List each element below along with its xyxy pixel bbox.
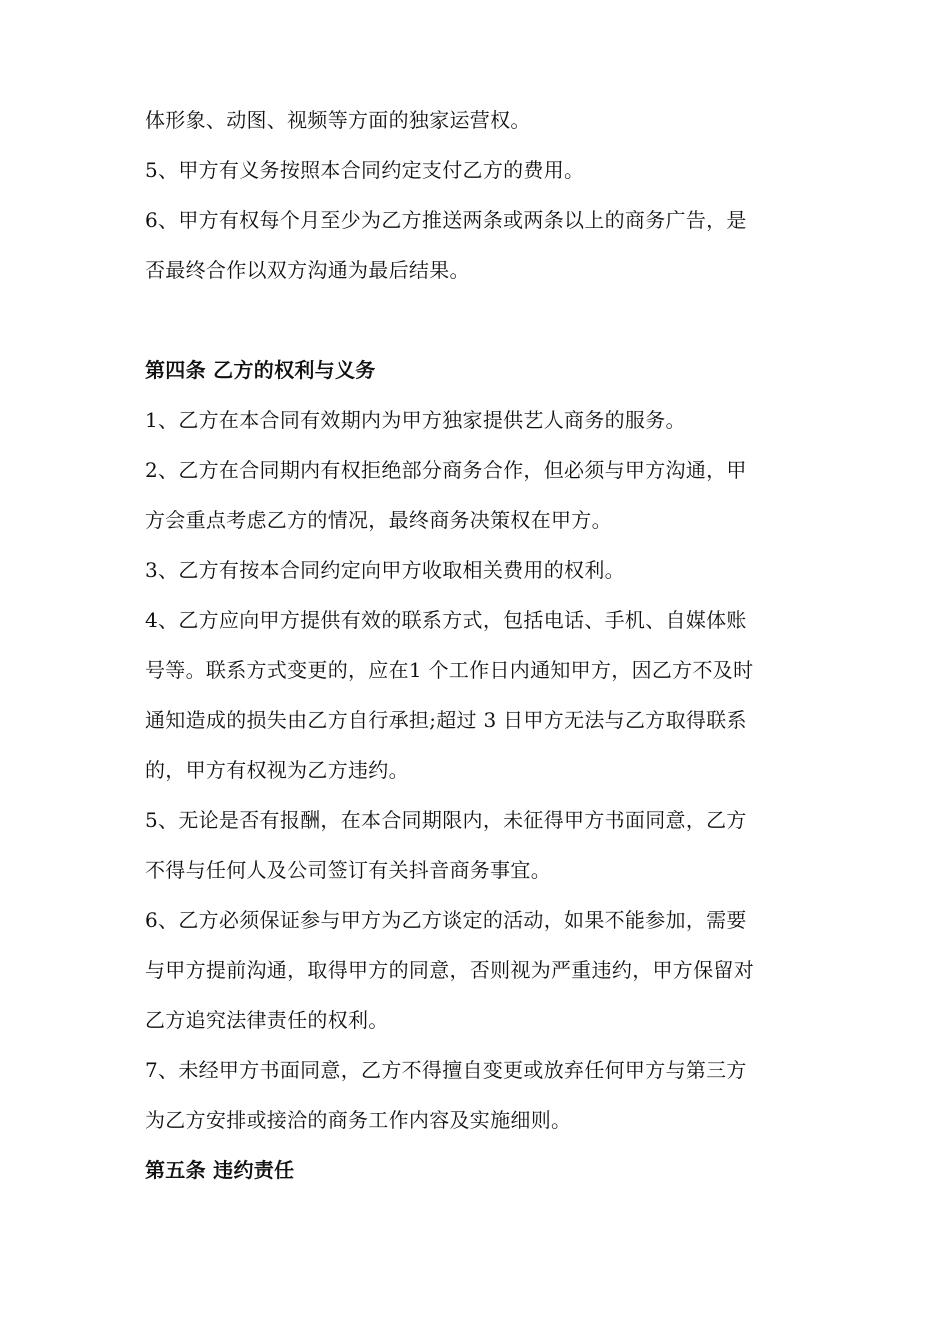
text-line: 方会重点考虑乙方的情况，最终商务决策权在甲方。 [145,508,612,532]
text-line: 不得与任何人及公司签订有关抖音商务事宜。 [145,858,551,882]
text-line: 2、乙方在合同期内有权拒绝部分商务合作，但必须与甲方沟通，甲 [145,458,747,482]
text-line: 乙方追究法律责任的权利。 [145,1008,389,1032]
text-line: 3、乙方有按本合同约定向甲方收取相关费用的权利。 [145,558,625,582]
text-line: 1、乙方在本合同有效期内为甲方独家提供艺人商务的服务。 [145,408,686,432]
text-line: 6、乙方必须保证参与甲方为乙方谈定的活动，如果不能参加，需要 [145,908,747,932]
section-heading: 第五条 违约责任 [145,1158,295,1182]
text-line: 6、甲方有权每个月至少为乙方推送两条或两条以上的商务广告，是 [145,208,747,232]
text-line: 为乙方安排或接洽的商务工作内容及实施细则。 [145,1108,572,1132]
text-line: 4、乙方应向甲方提供有效的联系方式，包括电话、手机、自媒体账 [145,608,747,632]
text-line: 与甲方提前沟通，取得甲方的同意，否则视为严重违约，甲方保留对 [145,958,754,982]
text-line: 体形象、动图、视频等方面的独家运营权。 [145,108,531,132]
text-line: 5、甲方有义务按照本合同约定支付乙方的费用。 [145,158,585,182]
section-heading: 第四条 乙方的权利与义务 [145,358,376,382]
text-line: 7、未经甲方书面同意，乙方不得擅自变更或放弃任何甲方与第三方 [145,1058,747,1082]
text-line: 号等。联系方式变更的，应在1 个工作日内通知甲方，因乙方不及时 [145,658,754,682]
text-line: 5、无论是否有报酬，在本合同期限内，未征得甲方书面同意，乙方 [145,808,747,832]
text-line: 通知造成的损失由乙方自行承担;超过 3 日甲方无法与乙方取得联系 [145,708,747,732]
text-line: 的，甲方有权视为乙方违约。 [145,758,409,782]
text-line: 否最终合作以双方沟通为最后结果。 [145,258,470,282]
